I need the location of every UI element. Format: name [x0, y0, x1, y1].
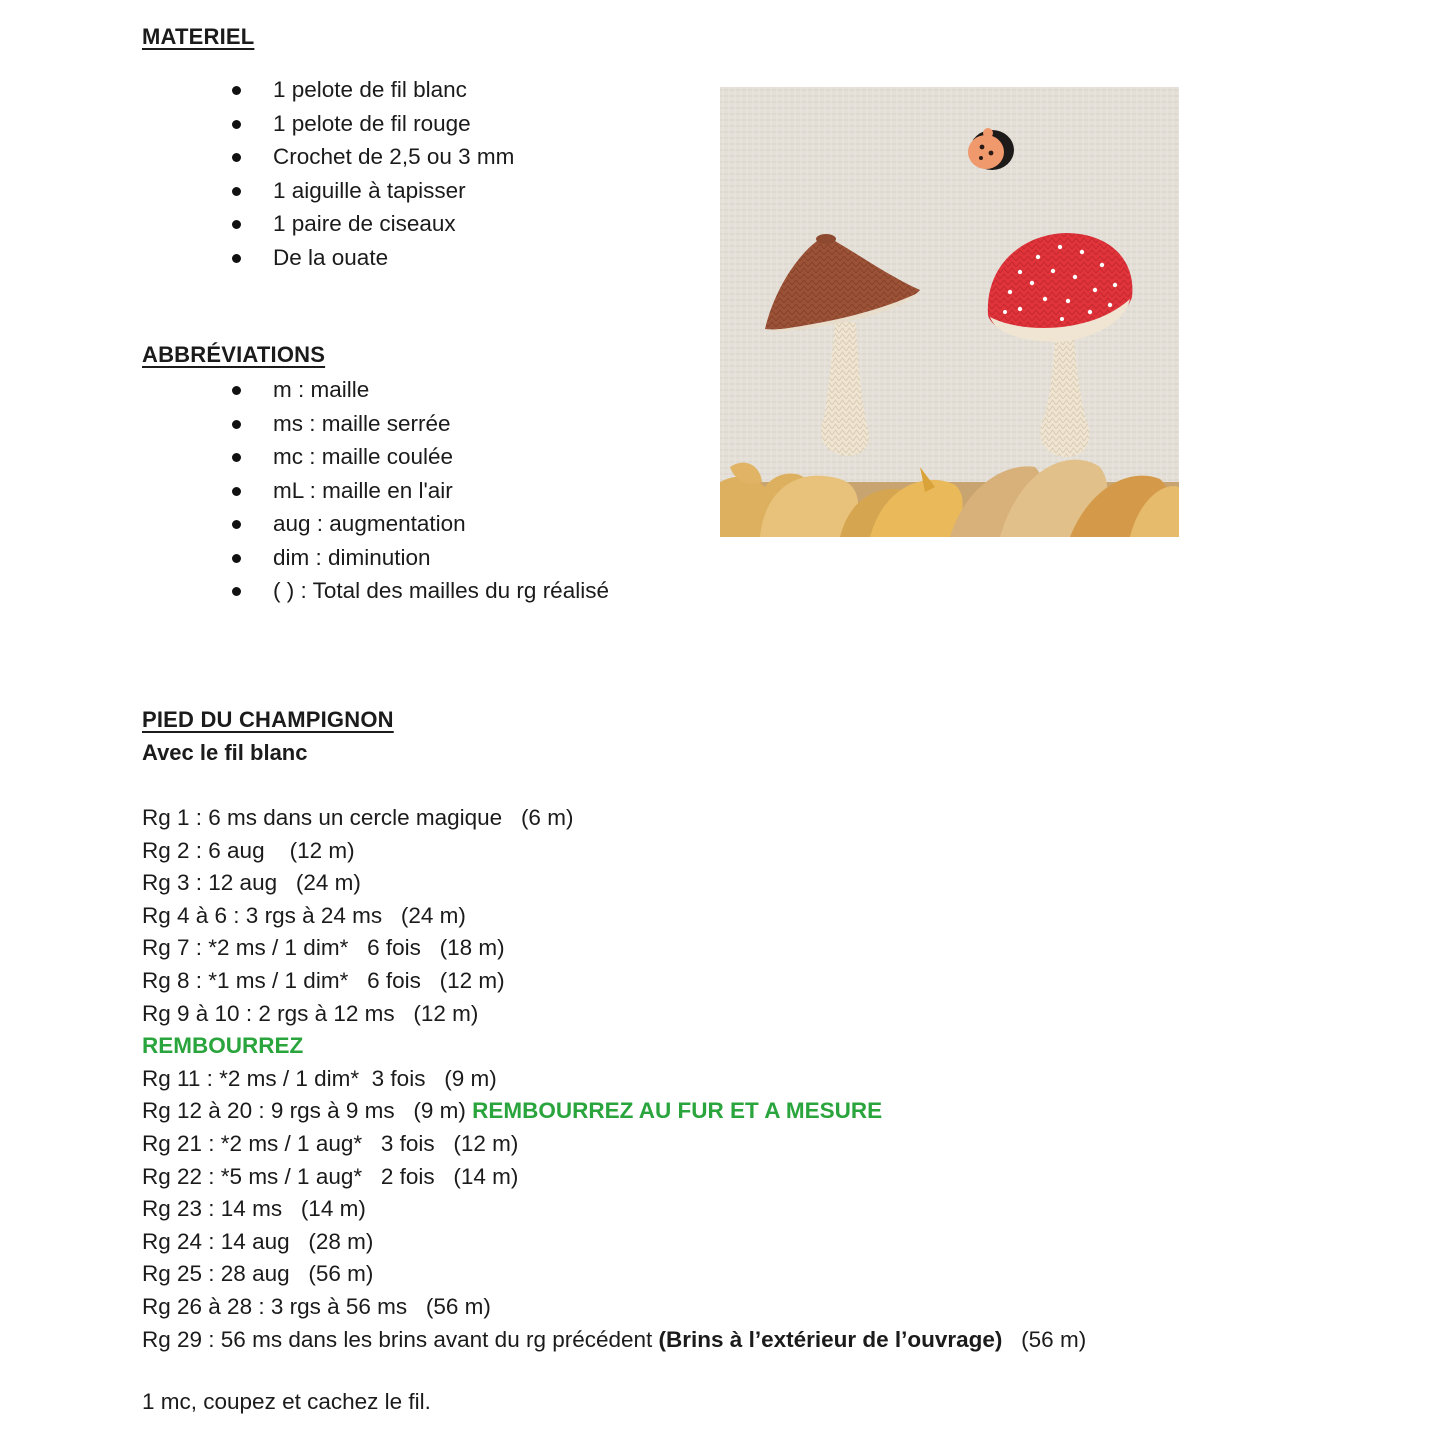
pattern-row: Rg 11 : *2 ms / 1 dim* 3 fois (9 m): [142, 1065, 497, 1091]
row12-text: Rg 12 à 20 : 9 rgs à 9 ms (9 m): [142, 1098, 473, 1124]
list-item: 1 pelote de fil rouge: [232, 107, 514, 141]
list-item: 1 aiguille à tapisser: [232, 174, 514, 208]
pattern-row: Rg 4 à 6 : 3 rgs à 24 ms (24 m): [142, 902, 466, 928]
abbreviations-list: [232, 373, 609, 608]
list-item: ( ) : Total des mailles du rg réalisé: [232, 574, 609, 608]
pattern-row: Rg 1 : 6 ms dans un cercle magique (6 m): [142, 805, 574, 830]
list-item: aug : augmentation: [232, 507, 609, 541]
materiel-list: [232, 73, 514, 274]
list-item: mc : maille coulée: [232, 440, 609, 474]
row29-text: Rg 29 : 56 ms dans les brins avant du rg précédent: [142, 1326, 659, 1352]
pattern-row-12: [142, 1095, 1086, 1128]
list-item: mL : maille en l'air: [232, 474, 609, 508]
pied-subheading: Avec le fil blanc: [142, 740, 308, 765]
pattern-row: Rg 7 : *2 ms / 1 dim* 6 fois (18 m): [142, 935, 505, 961]
pattern-row-29: [142, 1324, 1086, 1357]
pattern-row: Rg 9 à 10 : 2 rgs à 12 ms (12 m): [142, 1000, 479, 1026]
pattern-row: Rg 8 : *1 ms / 1 dim* 6 fois (12 m): [142, 967, 505, 993]
pattern-row: Rg 3 : 12 aug (24 m): [142, 870, 361, 896]
pattern-row: Rg 26 à 28 : 3 rgs à 56 ms (56 m): [142, 1293, 491, 1319]
mushroom-photo: [720, 87, 1179, 537]
pattern-row: Rg 25 : 28 aug (56 m): [142, 1261, 374, 1287]
pattern-row: Rg 21 : *2 ms / 1 aug* 3 fois (12 m): [142, 1130, 519, 1156]
list-item: 1 pelote de fil blanc: [232, 73, 514, 107]
row29-count: (56 m): [1002, 1326, 1087, 1352]
list-item: m : maille: [232, 373, 609, 407]
pied-heading: PIED DU CHAMPIGNON: [142, 707, 394, 732]
pattern-row: Rg 22 : *5 ms / 1 aug* 2 fois (14 m): [142, 1163, 519, 1189]
list-item: 1 paire de ciseaux: [232, 207, 514, 241]
list-item: Crochet de 2,5 ou 3 mm: [232, 140, 514, 174]
list-item: dim : diminution: [232, 541, 609, 575]
abbreviations-heading: ABBRÉVIATIONS: [142, 342, 326, 367]
pattern-row: Rg 23 : 14 ms (14 m): [142, 1196, 366, 1222]
materiel-heading: MATERIEL: [142, 24, 255, 49]
pattern-row: Rg 24 : 14 aug (28 m): [142, 1228, 374, 1254]
row29-bold-note: (Brins à l’extérieur de l’ouvrage): [658, 1326, 1003, 1352]
list-item: De la ouate: [232, 241, 514, 275]
list-item: ms : maille serrée: [232, 407, 609, 441]
row12-note: REMBOURREZ AU FUR ET A MESURE: [472, 1098, 883, 1124]
final-instruction: 1 mc, coupez et cachez le fil.: [142, 1389, 431, 1414]
rembourrez-note: REMBOURREZ: [142, 1033, 304, 1059]
pattern-row: Rg 2 : 6 aug (12 m): [142, 837, 355, 863]
pattern-rows: [142, 802, 1086, 1356]
